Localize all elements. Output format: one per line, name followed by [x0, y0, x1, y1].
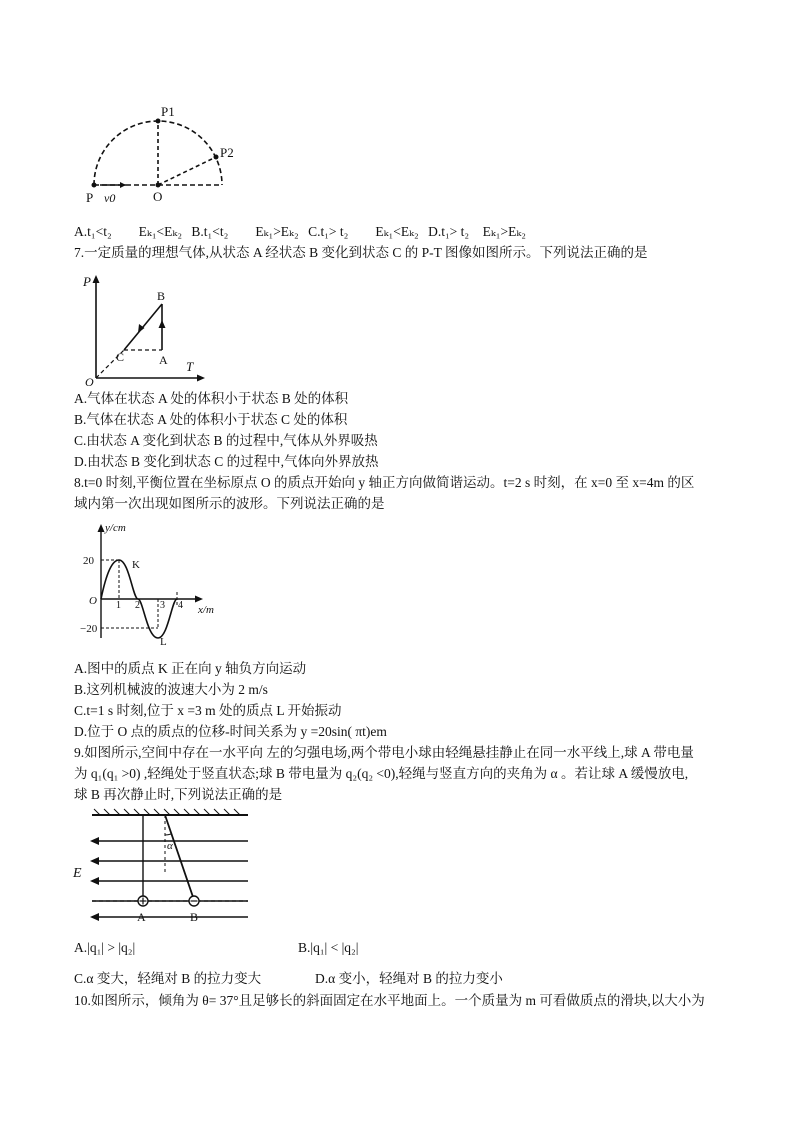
q6-point-P2	[214, 155, 219, 160]
q6-label-O: O	[153, 189, 163, 204]
q6-point-P1	[156, 119, 161, 124]
q8-label-xlabel: x/m	[198, 604, 214, 616]
q8-wave-graph	[80, 520, 230, 650]
q7-label-T: T	[186, 359, 194, 374]
q6-label-v0: v0	[104, 191, 116, 205]
q8-option-c[interactable]: C.t=1 s 时刻,位于 x =3 m 处的质点 L 开始振动	[74, 703, 342, 718]
q8-label-ylabel: y/cm	[105, 522, 126, 534]
q8-label-y20: 20	[83, 555, 94, 567]
q8-stem-line1: 8.t=0 时刻,平衡位置在坐标原点 O 的质点开始向 y 轴正方向做简谐运动。t=2 s 时刻，在 x=0 至 x=4m 的区	[74, 475, 695, 490]
q6-label-P1: P1	[161, 104, 175, 119]
q8-option-a[interactable]: A.图中的质点 K 正在向 y 轴负方向运动	[74, 661, 307, 676]
q9-figure	[72, 805, 257, 923]
q7-label-B: B	[157, 289, 166, 303]
q9-stem-line2: 为 q₁(q₁ >0) ,轻绳处于竖直状态;球 B 带电量为 q₂(q₂ <0),轻绳与竖直方向的夹角为 α 。若让球 A 缓慢放电,	[74, 766, 689, 781]
q9-string-b	[165, 815, 193, 897]
q8-label-x2: 2	[135, 600, 140, 611]
q8-label-x4: 4	[178, 600, 183, 611]
q6-slant-radius	[158, 157, 216, 185]
q9-label-B: B	[190, 910, 199, 923]
q8-label-yn20: −20	[80, 623, 98, 635]
q8-label-O: O	[89, 595, 97, 607]
q6-figure	[74, 100, 244, 210]
q9-option-d[interactable]: D.α 变小，轻绳对 B 的拉力变小	[315, 971, 503, 986]
q6-option-a[interactable]: A.t₁<t₂ Eₖ₁<Eₖ₂	[74, 224, 183, 239]
q7-option-c[interactable]: C.由状态 A 变化到状态 B 的过程中,气体从外界吸热	[74, 433, 378, 448]
q6-option-b[interactable]: B.t₁<t₂ Eₖ₁>Eₖ₂	[191, 224, 299, 239]
q9-option-a[interactable]: A.|q₁| > |q₂|	[74, 940, 136, 955]
q7-stem: 7.一定质量的理想气体,从状态 A 经状态 B 变化到状态 C 的 P-T 图像如图所示。下列说法正确的是	[74, 245, 648, 260]
q9-field-arrows	[90, 837, 99, 921]
q6-point-O	[156, 183, 161, 188]
q6-option-d[interactable]: D.t₁> t₂ Eₖ₁>Eₖ₂	[428, 224, 526, 239]
q7-option-d[interactable]: D.由状态 B 变化到状态 C 的过程中,气体向外界放热	[74, 454, 379, 469]
q8-label-x1: 1	[116, 600, 121, 611]
q8-label-K: K	[132, 559, 140, 571]
q9-label-E: E	[73, 866, 82, 881]
q6-label-P2: P2	[220, 145, 234, 160]
q8-label-x3: 3	[160, 600, 165, 611]
q7-label-C: C	[116, 350, 125, 364]
q6-option-c[interactable]: C.t₁> t₂ Eₖ₁<Eₖ₂	[308, 224, 419, 239]
q9-stem-line1: 9.如图所示,空间中存在一水平向 左的匀强电场,两个带电小球由轻绳悬挂静止在同一水平线上,球 A 带电量	[74, 745, 694, 760]
q8-label-L: L	[160, 636, 167, 648]
q8-stem-line2: 域内第一次出现如图所示的波形。下列说法正确的是	[74, 496, 385, 511]
q7-option-a[interactable]: A.气体在状态 A 处的体积小于状态 B 处的体积	[74, 391, 349, 406]
q7-option-b[interactable]: B.气体在状态 A 处的体积小于状态 C 处的体积	[74, 412, 348, 427]
q9-label-alpha: α	[167, 840, 173, 852]
q7-pt-graph	[80, 270, 210, 388]
q9-stem-line3: 球 B 再次静止时,下列说法正确的是	[74, 787, 283, 802]
q9-option-c[interactable]: C.α 变大，轻绳对 B 的拉力变大	[74, 971, 262, 986]
q6-options	[74, 223, 532, 241]
q9-option-b[interactable]: B.|q₁| < |q₂|	[298, 940, 359, 955]
q8-option-b[interactable]: B.这列机械波的波速大小为 2 m/s	[74, 682, 268, 697]
q9-field-lines	[92, 841, 248, 917]
q9-label-A: A	[137, 910, 146, 923]
q7-label-A: A	[159, 353, 168, 367]
q6-label-P: P	[86, 190, 94, 205]
q10-stem: 10.如图所示，倾角为 θ= 37°且足够长的斜面固定在水平地面上。一个质量为 m 可看做质点的滑块,以大小为	[74, 993, 705, 1008]
q8-option-d[interactable]: D.位于 O 点的质点的位移-时间关系为 y =20sin( πt)em	[74, 724, 387, 739]
q9-angle-arc	[165, 834, 171, 835]
q7-label-O: O	[85, 375, 94, 388]
q7-label-P: P	[83, 274, 91, 289]
q6-point-P	[92, 183, 97, 188]
